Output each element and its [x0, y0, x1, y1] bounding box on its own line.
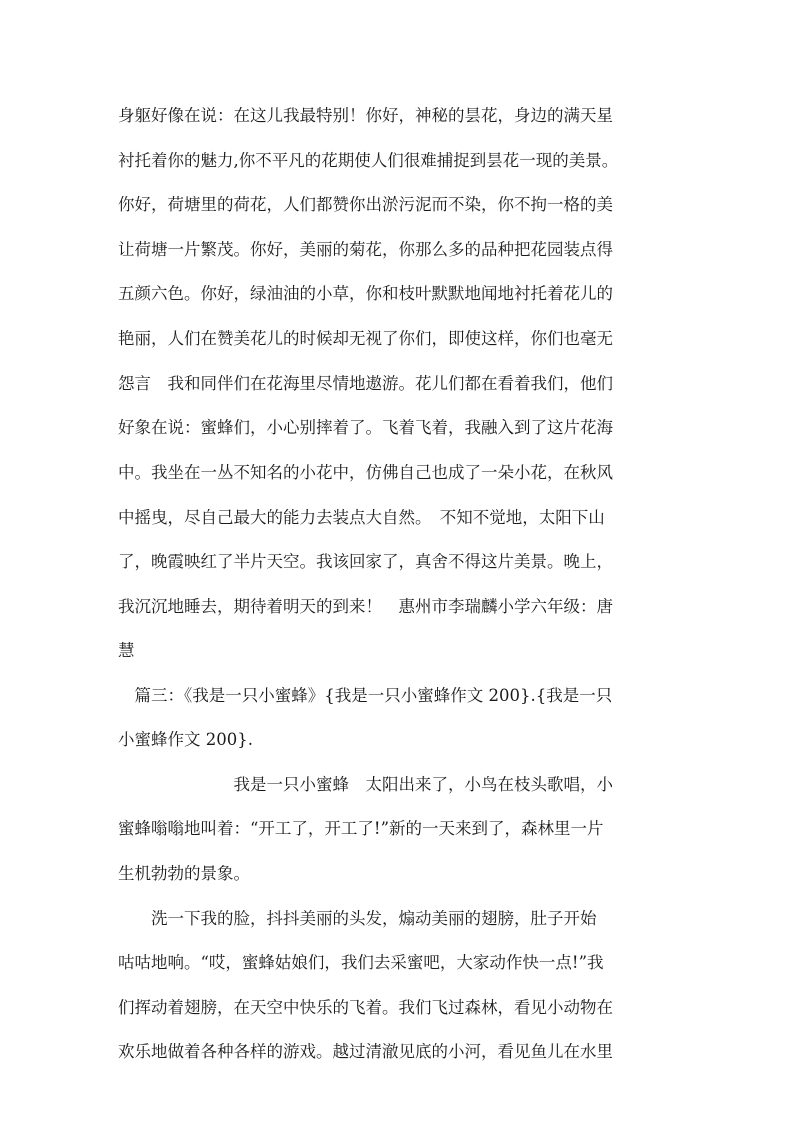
text-line: 中。我坐在一丛不知名的小花中，仿佛自己也成了一朵小花，在秋风	[118, 463, 613, 482]
text-line: 你好，荷塘里的荷花，人们都赞你出淤污泥而不染，你不拘一格的美	[118, 195, 613, 214]
text-line: 生机勃勃的景象。	[118, 864, 250, 883]
text-line: 好象在说：蜜蜂们，小心别摔着了。飞着飞着，我融入到了这片花海	[118, 418, 613, 437]
text-line: 五颜六色。你好，绿油油的小草，你和枝叶默默地闻地衬托着花儿的	[118, 284, 613, 303]
text-line: 我沉沉地睡去，期待着明天的到来！ 惠州市李瑞麟小学六年级：唐	[118, 597, 613, 616]
section-heading: 小蜜蜂作文 200}.	[118, 730, 253, 749]
text-line: 们挥动着翅膀，在天空中快乐的飞着。我们飞过森林，看见小动物在	[118, 998, 613, 1017]
text-line: 了，晚霞映红了半片天空。我该回家了，真舍不得这片美景。晚上，	[118, 552, 613, 571]
text-line: 怨言 我和同伴们在花海里尽情地遨游。花儿们都在看着我们，他们	[118, 374, 613, 393]
text-line: 艳丽，人们在赞美花儿的时候却无视了你们，即使这样，你们也毫无	[118, 329, 613, 348]
text-line: 欢乐地做着各种各样的游戏。越过清澈见底的小河，看见鱼儿在水里	[118, 1042, 613, 1061]
text-line: 衬托着你的魅力,你不平凡的花期使人们很难捕捉到昙花一现的美景。	[118, 151, 619, 170]
text-line: 蜜蜂嗡嗡地叫着：“开工了，开工了!”新的一天来到了，森林里一片	[118, 819, 604, 838]
text-line: 中摇曳，尽自己最大的能力去装点大自然。 不知不觉地，太阳下山	[118, 508, 605, 527]
text-line: 咕咕地响。“哎，蜜蜂姑娘们，我们去采蜜吧，大家动作快一点!”我	[118, 953, 604, 972]
text-line: 我是一只小蜜蜂 太阳出来了，小鸟在枝头歌唱，小	[118, 775, 613, 794]
text-line: 让荷塘一片繁茂。你好，美丽的菊花，你那么多的品种把花园装点得	[118, 240, 613, 259]
text-line: 洗一下我的脸，抖抖美丽的头发，煽动美丽的翅膀，肚子开始	[118, 909, 597, 928]
text-line: 身躯好像在说：在这儿我最特别！你好，神秘的昙花，身边的满天星	[118, 106, 613, 125]
section-heading: 篇三：《我是一只小蜜蜂》{我是一只小蜜蜂作文 200}.{我是一只	[118, 686, 613, 705]
text-line: 慧	[118, 641, 135, 660]
